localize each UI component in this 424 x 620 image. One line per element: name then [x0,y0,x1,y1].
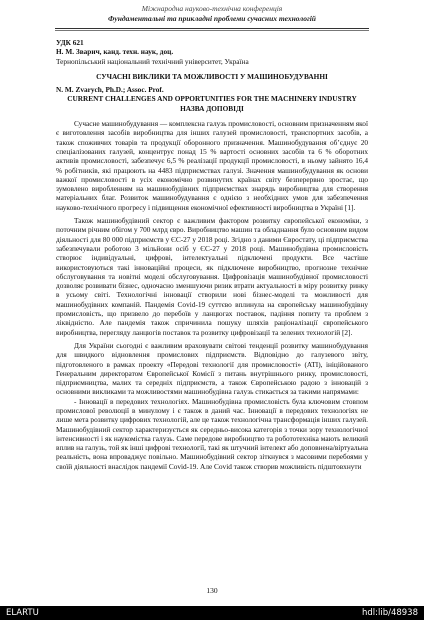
article-body [56,38,368,471]
conference-name: Міжнародна науково-технічна конференція [141,4,283,13]
repository-name: ELARTU [6,608,39,618]
author-en: N. M. Zvarych, Ph.D.; Assoc. Prof. [56,85,164,95]
title-en: CURRENT CHALLENGES AND OPPORTUNITIES FOR THE MACHINERY INDUSTRY [67,94,357,104]
page-number: 130 [206,586,218,595]
paragraph-4: - Інновації в передових технологіях. Машинобудівна промисловість була ключовим стовпом промислової революції в минулому і є також в даний час. Інновації в передових технологіях не лише мета розвитку цифрових технологій, але це також технологічна трансформація інших галузей. Машинобудівний сектор характеризується як середньо-висока категорія з точки зору технологічної інтенсивності і як наукомістка галузь. Саме передове виробництво та робототехніка мають великий вплив на галузь, той як інші цифрові технології, такі як штучний інтелект або доповнена/віртуальна реальність, вона впроваджує повільно. Машинобудівний сектор зіткнувся з масовими перебоями у своїй діяльності внаслідок пандемії Covid-19. Але Covid також створив можливість підштовхнути [56,396,368,471]
handle-id: hdl:lib/48938 [361,608,418,618]
header-rule-thin [55,30,369,31]
affiliation: Тернопільський національний технічний університет, Україна [56,56,249,66]
archive-footer-bar [0,606,424,620]
udc-code: УДК 621 [56,38,84,47]
paragraph-2: Також машинобудівний сектор є важливим фактором розвитку європейської економіки, з поточним річним обігом у 700 млрд євро. Виробництво машин та обладнання було основним видом діяльності для 80 000 підприємств у ЄС-27 у 2018 році. Згідно з даними Євростату, ці підприємства забезпечували роботою 3 мільйони осіб у ЄС-27 у 2018 році. Машинобудівна промисловість створює індивідуальні, цифрові, інтелектуальні підключені продукти. Все частіше використовуються такі інноваційні процеси, як підключене виробництво, прогнозне технічне обслуговування та новітні моделі обслуговування. Цифровізація машинобудівної промисловості дозволяє розвивати бізнес, одночасно зменшуючи ризик втрати актуальності в міру розвитку ринку в усьому світі. Технологічні інновації створили нові бізнес-моделі та можливості для машинобудівних компаній. Пандемія Covid-19 суттєво вплинула на європейську машинобудівну промисловість, що призвело до перебоїв у ланцюгах поставок, падіння попиту та проблем з ліквідністю. Але пандемія також спричинила пошуку шляхів раціоналізації європейського виробництва, перегляду ланцюгів поставок та розвитку цифровізації та зелених технологій [2]. [56,216,368,337]
author-ua: Н. М. Зварич, канд. техн. наук, доц. [56,47,174,57]
conference-subtitle: Фундаментальні та прикладні проблеми сучасних технологій [108,14,316,23]
paragraph-3: Для України сьогодні є важливим враховувати світові тенденції розвитку машинобудування для швидкого відновлення промислових підприємств. Відповідно до галузевого звіту, підготовленого в рамках проекту «Передові технології для промисловості» (ATI), ініційованого Генеральним директоратом Європейської Комісії з питань внутрішнього ринку, промисловості, підприємництва, малих та середніх підприємств, а також Європейською радою з інновацій з основними викликами та можливостями машинобудівна галузь стикається за такими напрямами: [56,340,368,397]
paragraph-1: Сучасне машинобудування — комплексна галузь промисловості, основним призначенням якої є виготовлення засобів виробництва для інших галузей промисловості, транспортних засобів, а також споживчих товарів та продукції оборонного призначення. Машинобудування об’єднує 20 спеціалізованих галузей, концентрує понад 15 % вартості основних засобів та 6 % оборотних активів промисловості, забезпечує 6,5 % реалізації продукції промисловості, в ньому зайнято 16,4 % робітників, які працюють на 4483 підприємствах галузі. Значення машинобудування як основи важкої промисловості в усіх економічно розвинутих країнах світу безперервно зростає, що зумовлено виробленням на машинобудівних підприємствах знарядь виробництва для створення матеріальних благ. Розвиток машинобудування є однією з необхідних умов для забезпечення науково-технічного прогресу і підвищення економічної ефективності виробництва в Україні [1]. [56,119,368,212]
header-rule [55,28,369,29]
running-header [55,4,369,24]
title-ua: СУЧАСНІ ВИКЛИКИ ТА МОЖЛИВОСТІ У МАШИНОБУДУВАННІ [96,71,328,81]
report-label: НАЗВА ДОПОВІДІ [180,103,244,113]
